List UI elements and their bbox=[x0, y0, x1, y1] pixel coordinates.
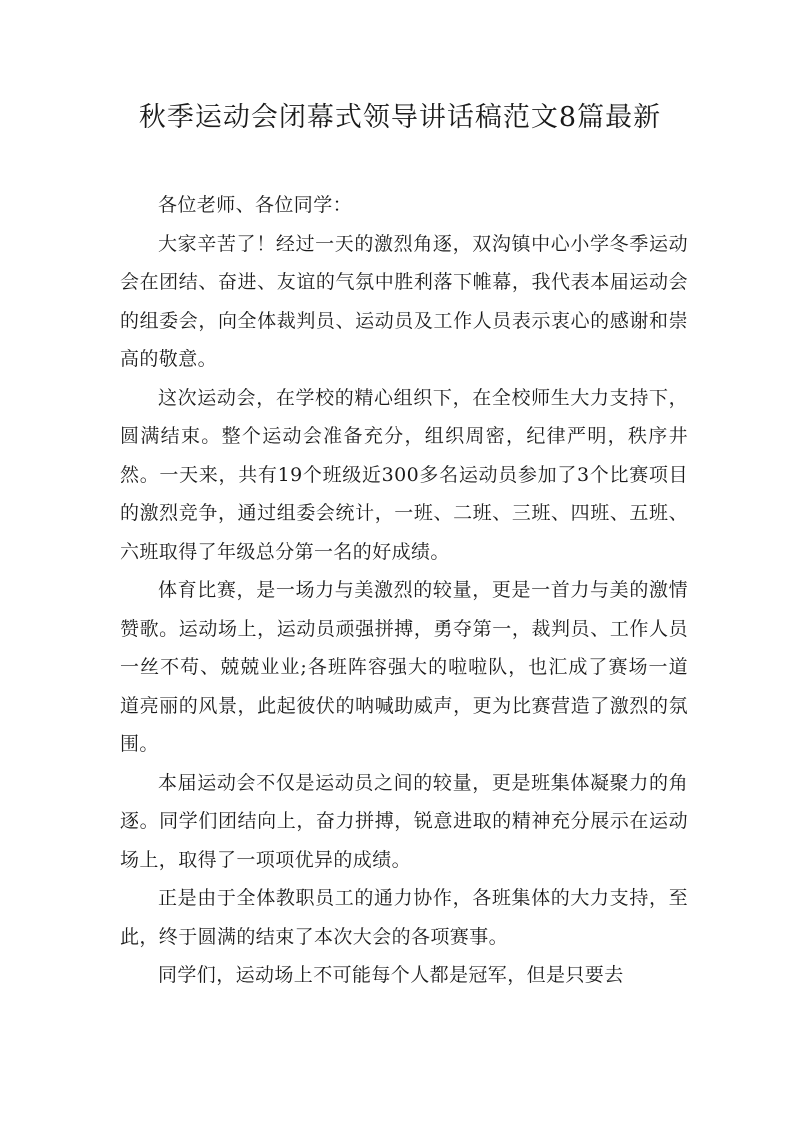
body-paragraph: 体育比赛，是一场力与美激烈的较量，更是一首力与美的激情赞歌。运动场上，运动员顽强拼搏，勇夺第一，裁判员、工作人员一丝不苟、兢兢业业;各班阵容强大的啦啦队，也汇成了赛场一道道亮丽的风景，此起彼伏的呐喊助威声，更为比赛营造了激烈的氛围。 bbox=[120, 579, 688, 755]
document-title: 秋季运动会闭幕式领导讲话稿范文8篇最新 bbox=[138, 102, 662, 133]
body-paragraph: 本届运动会不仅是运动员之间的较量，更是班集体凝聚力的角逐。同学们团结向上，奋力拼搏，锐意进取的精神充分展示在运动场上，取得了一项项优异的成绩。 bbox=[120, 771, 688, 871]
body-paragraph: 正是由于全体教职员工的通力协作，各班集体的大力支持，至此，终于圆满的结束了本次大会的各项赛事。 bbox=[120, 887, 688, 948]
body-paragraph: 同学们，运动场上不可能每个人都是冠军，但是只要去 bbox=[158, 964, 624, 986]
body-paragraph: 大家辛苦了！经过一天的激烈角逐，双沟镇中心小学冬季运动会在团结、奋进、友谊的气氛中胜利落下帷幕，我代表本届运动会的组委会，向全体裁判员、运动员及工作人员表示衷心的感谢和崇高的敬意。 bbox=[120, 232, 688, 370]
salutation-paragraph: 各位老师、各位同学： bbox=[158, 194, 353, 216]
body-paragraph: 这次运动会，在学校的精心组织下，在全校师生大力支持下，圆满结束。整个运动会准备充分，组织周密，纪律严明，秩序井然。一天来，共有19个班级近300多名运动员参加了3个比赛项目的激烈竞争，通过组委会统计，一班、二班、三班、四班、五班、六班取得了年级总分第一名的好成绩。 bbox=[120, 386, 688, 563]
document-body bbox=[120, 186, 688, 995]
